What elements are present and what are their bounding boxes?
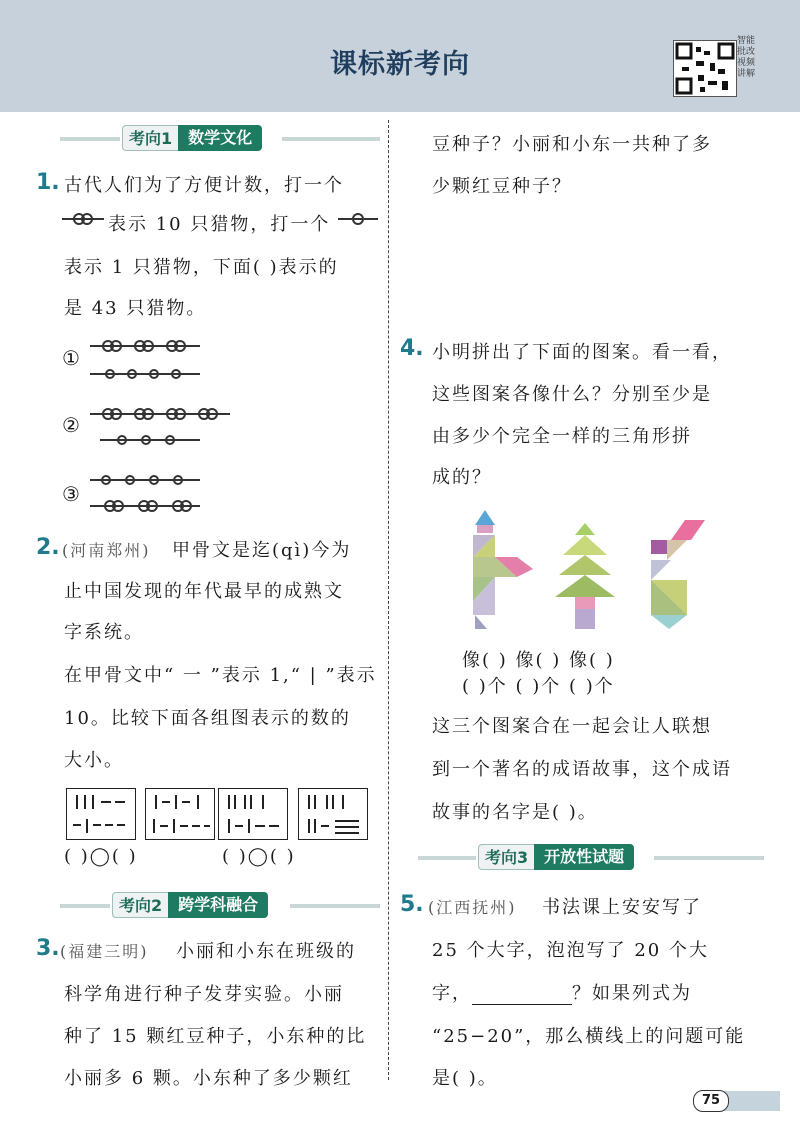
- question-text: [432, 979, 692, 1005]
- question-text: “25−20”，那么横线上的问题可能: [432, 1026, 746, 1047]
- question-text: 成的？: [432, 467, 492, 488]
- oracle-number-box-1: [66, 788, 136, 840]
- question-text: 这三个图案合在一起会让人联想: [432, 716, 712, 737]
- qr-label: 智能批改 视频讲解: [737, 36, 756, 79]
- qr-code-icon[interactable]: [673, 40, 737, 97]
- section-tag-title: 数学文化: [178, 125, 262, 151]
- question-number: 4.: [400, 336, 424, 361]
- question-text-part: 字，: [432, 983, 472, 1004]
- oracle-number-box-4: [298, 788, 368, 840]
- knot-rope-option-1[interactable]: [90, 334, 200, 384]
- knot-rope-option-3[interactable]: [90, 466, 210, 516]
- question-text: 小丽和小东在班级的: [176, 941, 356, 962]
- option-label: ③: [62, 482, 80, 506]
- section-tag-title: 开放性试题: [534, 844, 634, 870]
- question-text: 书法课上安安写了: [542, 897, 702, 918]
- question-text: 古代人们为了方便计数，打一个: [64, 175, 344, 196]
- oracle-number-box-3: [218, 788, 288, 840]
- tangram-figures: [455, 505, 705, 635]
- knot-rope-option-2[interactable]: [90, 402, 240, 452]
- section-tag-number: 考向3: [478, 844, 534, 870]
- knot-one-icon: [338, 211, 378, 227]
- question-text: 到一个著名的成语故事，这个成语: [432, 759, 732, 780]
- question-text: 这些图案各像什么？分别至少是: [432, 384, 712, 405]
- page-header: [0, 0, 800, 112]
- question-source: (河南郑州): [62, 541, 151, 560]
- question-source: (福建三明): [60, 942, 149, 961]
- question-text: 字系统。: [64, 622, 144, 643]
- tangram-answer-count[interactable]: ( )个 ( )个 ( )个: [462, 676, 615, 697]
- page-number: 75: [693, 1090, 729, 1112]
- compare-answer-1[interactable]: ( )◯( ): [64, 846, 138, 867]
- question-text: 少颗红豆种子？: [432, 176, 572, 197]
- question-text[interactable]: 是( )。: [432, 1068, 498, 1089]
- question-text: 10。比较下面各组图表示的数的: [64, 708, 351, 729]
- question-text: 表示 1 只猎物，下面( )表示的: [64, 257, 339, 278]
- question-text: 由多少个完全一样的三角形拼: [432, 426, 692, 447]
- tangram-figure-rabbit: [651, 520, 705, 629]
- question-text: 在甲骨文中“ 一 ”表示 1,“ | ”表示: [64, 665, 377, 686]
- question-text: 小明拼出了下面的图案。看一看，: [432, 342, 732, 363]
- question-text: 表示 10 只猎物，打一个: [108, 214, 331, 235]
- question-text-part: ？如果列式为: [572, 983, 692, 1004]
- option-label: ①: [62, 346, 80, 370]
- question-text[interactable]: 故事的名字是( )。: [432, 802, 598, 823]
- page-number-bar: [724, 1091, 780, 1111]
- question-text: 是 43 只猎物。: [64, 298, 207, 319]
- knot-ten-icon: [62, 211, 104, 227]
- column-divider: [388, 120, 389, 1080]
- question-number: 2.: [36, 535, 60, 560]
- oracle-number-box-2: [145, 788, 215, 840]
- question-text: 止中国发现的年代最早的成熟文: [64, 581, 344, 602]
- section-header-1: [60, 125, 380, 153]
- question-source: (江西抚州): [428, 898, 517, 917]
- question-text: 甲骨文是迄(qì)今为: [172, 540, 352, 561]
- question-number: 5.: [400, 892, 424, 917]
- section-tag-number: 考向1: [122, 125, 178, 151]
- answer-blank-line[interactable]: [472, 986, 572, 1005]
- question-number: 1.: [36, 170, 60, 195]
- tangram-figure-tree: [555, 523, 615, 629]
- question-text: 大小。: [64, 750, 124, 771]
- page-title: 课标新考向: [330, 49, 470, 80]
- question-text: 25 个大字，泡泡写了 20 个大: [432, 940, 709, 961]
- question-text: 小丽多 6 颗。小东种了多少颗红: [64, 1068, 353, 1089]
- tangram-answer-like[interactable]: 像( ) 像( ) 像( ): [462, 650, 615, 671]
- tangram-figure-bird: [473, 510, 533, 629]
- question-text: 科学角进行种子发芽实验。小丽: [64, 984, 344, 1005]
- compare-answer-2[interactable]: ( )◯( ): [222, 846, 296, 867]
- section-header-2: [60, 892, 380, 920]
- question-text: 豆种子？小丽和小东一共种了多: [432, 134, 712, 155]
- question-number: 3.: [36, 936, 60, 961]
- option-label: ②: [62, 413, 80, 437]
- question-text: 种了 15 颗红豆种子，小东种的比: [64, 1026, 367, 1047]
- section-header-3: [418, 844, 778, 872]
- section-tag-title: 跨学科融合: [168, 892, 268, 918]
- section-tag-number: 考向2: [112, 892, 168, 918]
